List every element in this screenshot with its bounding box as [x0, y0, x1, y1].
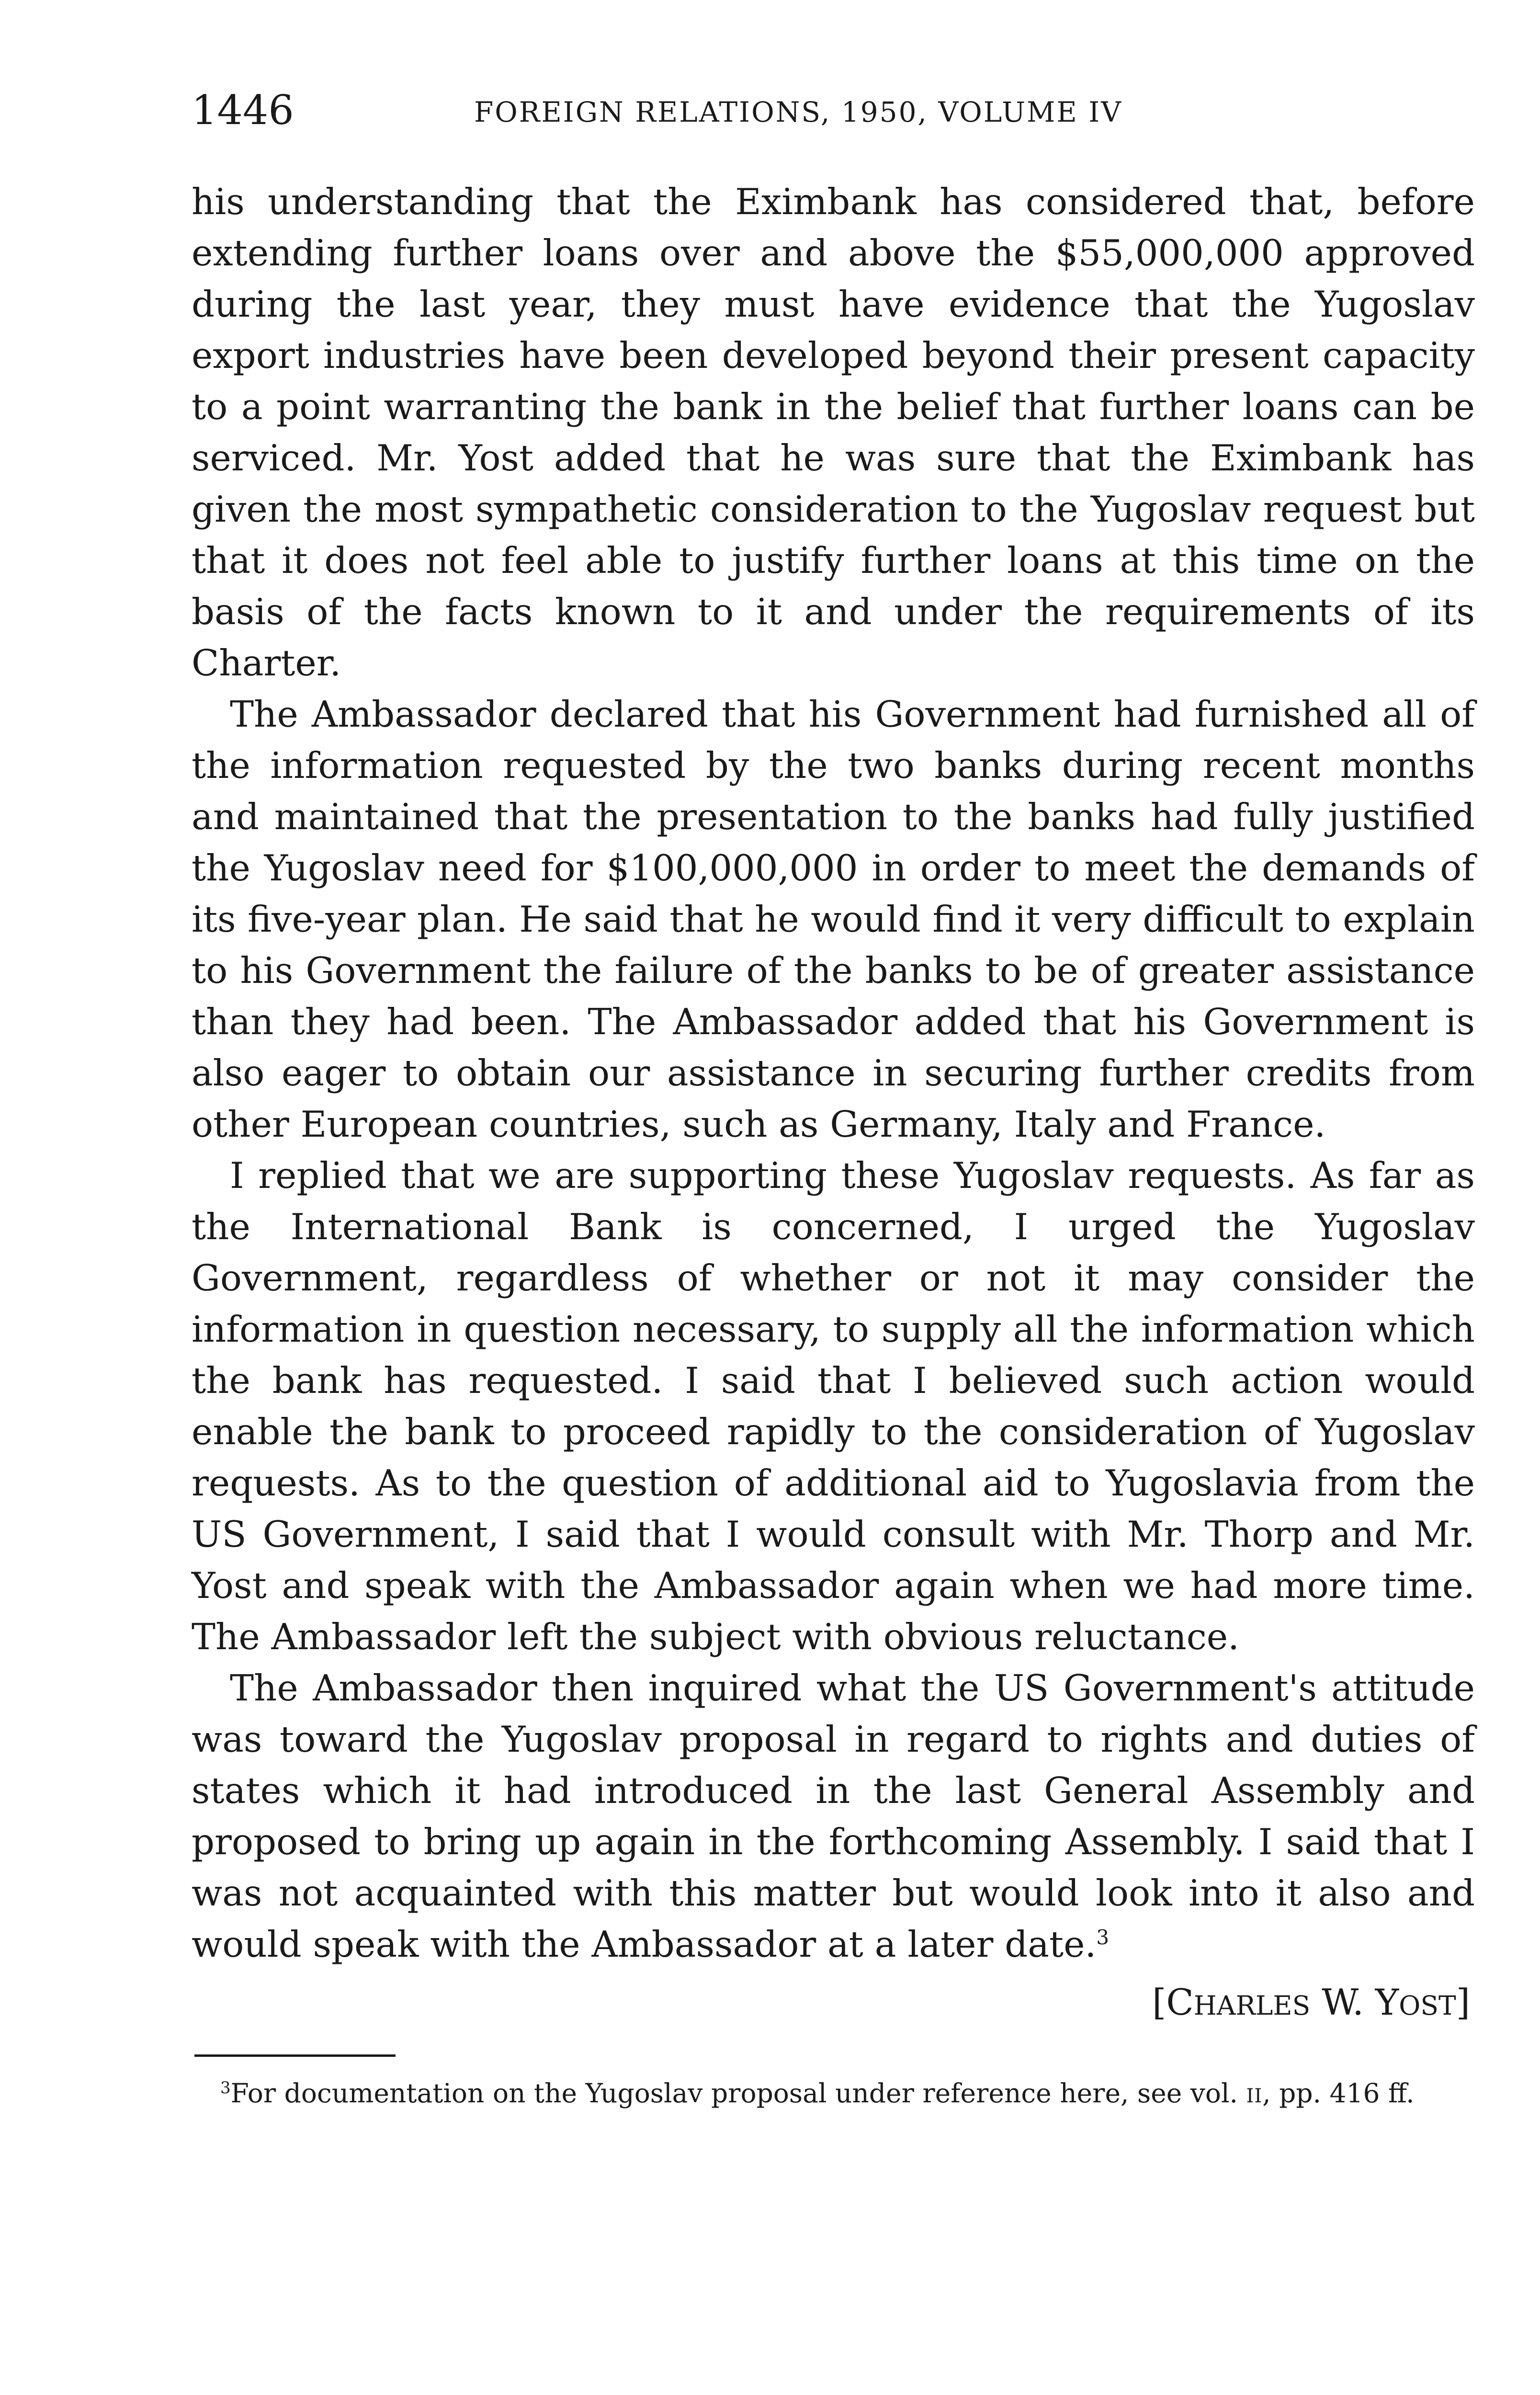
body-text [192, 176, 1475, 1970]
running-title: FOREIGN RELATIONS, 1950, VOLUME IV [474, 96, 1122, 128]
footnote-volume: II [1246, 2085, 1263, 2107]
footnote-divider [194, 2054, 396, 2057]
paragraph-4 [192, 1663, 1475, 1970]
footnote-marker: 3 [220, 2078, 231, 2098]
footnote [192, 2076, 1475, 2113]
footnote-reference: 3 [1096, 1926, 1110, 1949]
signature-first-rest: HARLES [1193, 1990, 1311, 2021]
signature-last-rest: OST [1399, 1990, 1456, 2021]
running-header [192, 81, 1475, 139]
document-page [192, 81, 1475, 2113]
signature [192, 1977, 1475, 2031]
footnote-text-after: , pp. 416 ff. [1262, 2078, 1415, 2109]
footnote-text-before: For documentation on the Yugoslav proposal under reference here, see vol. [230, 2078, 1246, 2109]
paragraph-3: I replied that we are supporting these Yugoslav requests. As far as the International Bank is concerned, I urged the Yugoslav Government, regardless of whether or not it may consider the information in question necessary, to supply all the information which the bank has requested. I said that I believed such action would enable the bank to proceed rapidly to the consideration of Yugoslav requests. As to the question of additional aid to Yugoslavia from the US Government, I said that I would consult with Mr. Thorp and Mr. Yost and speak with the Ambassador again when we had more time. The Ambassador left the subject with obvious reluctance. [192, 1154, 1475, 1658]
signature-middle-initial: W. [1322, 1981, 1364, 2023]
paragraph-1: his understanding that the Eximbank has considered that, before extending further loans over and above the $55,000,000 approved during the last year, they must have evidence that the Yugoslav export industries have been developed beyond their present capacity to a point warranting the bank in the belief that further loans can be serviced. Mr. Yost added that he was sure that the Eximbank has given the most sympathetic consideration to the Yugoslav request but that it does not feel able to justify further loans at this time on the basis of the facts known to it and under the requirements of its Charter. [192, 181, 1475, 684]
paragraph-2: The Ambassador declared that his Government had furnished all of the information requested by the two banks during recent months and maintained that the presentation to the banks had fully justified the Yugoslav need for $100,000,000 in order to meet the demands of its five-year plan. He said that he would find it very difficult to explain to his Government the failure of the banks to be of greater assistance than they had been. The Ambassador added that his Government is also eager to obtain our assistance in securing further credits from other European countries, such as Germany, Italy and France. [192, 693, 1475, 1145]
page-number: 1446 [192, 87, 294, 134]
paragraph-4-text: The Ambassador then inquired what the US Government's attitude was toward the Yugoslav proposal in regard to rights and duties of states which it had introduced in the last General Assembly and proposed to bring up again in the forthcoming Assembly. I said that I was not acquainted with this matter but would look into it also and would speak with the Ambassador at a later date. [192, 1667, 1475, 1965]
signature-close-bracket: ] [1456, 1981, 1470, 2023]
signature-last-initial: Y [1375, 1981, 1399, 2023]
signature-open-bracket: [ [1152, 1981, 1166, 2023]
signature-first-initial: C [1166, 1981, 1194, 2023]
